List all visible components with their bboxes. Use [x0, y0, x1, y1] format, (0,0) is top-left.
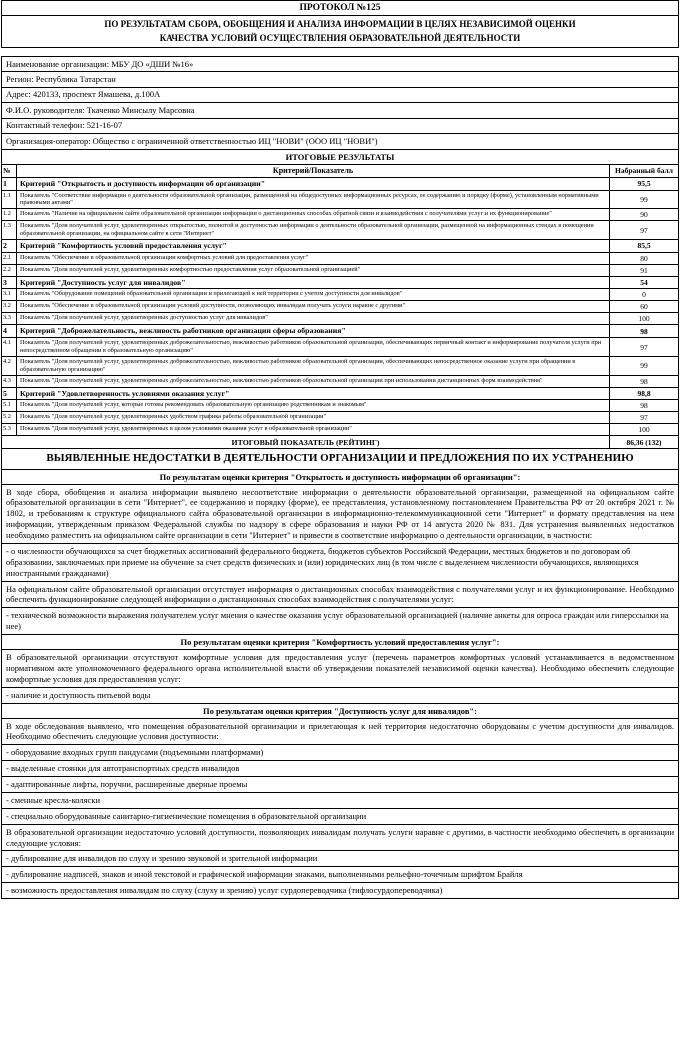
deficiency-block: - адаптированные лифты, поручни, расширенные дверные проемы	[1, 776, 679, 793]
result-row	[1, 276, 679, 290]
result-row	[1, 387, 679, 401]
result-row-number: 5.3	[2, 424, 17, 435]
result-row-score: 90	[640, 210, 648, 220]
deficiencies-title: ВЫЯВЛЕННЫЕ НЕДОСТАТКИ В ДЕЯТЕЛЬНОСТИ ОРГАНИЗАЦИИ И ПРЕДЛОЖЕНИЯ ПО ИХ УСТРАНЕНИЮ	[1, 448, 679, 469]
result-row-number: 1.2	[2, 209, 17, 220]
result-row-number: 5.1	[2, 400, 17, 411]
result-row-text: Критерий "Доброжелательность, вежливость работников организации сферы образования"	[17, 325, 610, 337]
result-row-text: Показатель "Оборудование помещений образовательной организации и прилегающей к ней территории с учетом доступности для инвалидов"	[17, 289, 610, 300]
result-row-number: 2	[2, 240, 17, 252]
deficiency-block: - дублирование надписей, знаков и иной текстовой и графической информации знаками, выполненными рельефно-точечным шрифтом Брайля	[1, 866, 679, 883]
result-row-text: Показатель "Доля получателей услуг, удовлетворенных комфортностью предоставления услуг образовательной организацией"	[17, 265, 610, 276]
result-row-number: 4.3	[2, 376, 17, 387]
deficiency-block: - сменные кресла-коляски	[1, 792, 679, 809]
result-row	[1, 423, 679, 436]
result-row-number: 3.3	[2, 313, 17, 324]
result-row	[1, 337, 679, 357]
result-row	[1, 220, 679, 240]
result-row-score: 100	[638, 425, 650, 435]
result-row-number: 4	[2, 325, 17, 337]
result-row	[1, 399, 679, 412]
result-row-score: 54	[640, 278, 648, 288]
deficiency-block: - наличие и доступность питьевой воды	[1, 687, 679, 704]
result-row-text: Показатель "Доля получателей услуг, удовлетворенных доброжелательностью, вежливостью работников образовательной организации, обеспечивающих первичный контакт и информирование получателя услуги при непосредственном обращении в образовательную организацию"	[17, 338, 610, 356]
result-row-number: 4.1	[2, 338, 17, 356]
deficiency-block: По результатам оценки критерия "Доступность услуг для инвалидов":	[1, 703, 679, 719]
result-row	[1, 177, 679, 191]
result-row-number: 5.2	[2, 412, 17, 423]
total-label: ИТОГОВЫЙ ПОКАЗАТЕЛЬ (РЕЙТИНГ)	[2, 436, 610, 448]
result-row-number: 3.1	[2, 289, 17, 300]
result-row-text: Показатель "Доля получателей услуг, удовлетворенных доброжелательностью, вежливостью работников образовательной организации при использовании дистанционных форм взаимодействия"	[17, 376, 610, 387]
protocol-subtitle	[1, 15, 679, 48]
result-row-score: 85,5	[637, 241, 651, 251]
result-row-text: Критерий "Доступность услуг для инвалидов"	[17, 277, 610, 289]
result-row-number: 4.2	[2, 357, 17, 375]
deficiency-block: В ходе обследования выявлено, что помещения образовательной организации и прилегающая к ней территория недостаточно оборудованы с учетом доступности для инвалидов. Необходимо обеспечить следующие условия доступности:	[1, 718, 679, 746]
result-row-number: 1.1	[2, 191, 17, 209]
deficiency-block: - специально оборудованные санитарно-гигиенические помещения в образовательной организации	[1, 808, 679, 825]
result-row-number: 1.3	[2, 221, 17, 239]
result-row-number: 1	[2, 178, 17, 190]
total-score: 86,36 (132)	[626, 437, 662, 447]
result-row-number: 5	[2, 388, 17, 400]
result-row-score: 100	[638, 314, 650, 324]
org-info-row: Контактный телефон: 521-16-07	[1, 118, 679, 134]
protocol-title: ПРОТОКОЛ №125	[1, 0, 679, 16]
result-row-text: Показатель "Обеспечение в образовательной организации условий доступности, позволяющих инвалидам получать услуги наравне с другими"	[17, 301, 610, 312]
result-row-number: 3	[2, 277, 17, 289]
result-row-text: Показатель "Доля получателей услуг, удовлетворенных доступностью услуг для инвалидов"	[17, 313, 610, 324]
result-row-score: 97	[640, 413, 648, 423]
deficiency-block: В образовательной организации отсутствуют комфортные условия для предоставления услуг (перечень параметров комфортных условий устанавливается в ведомственном нормативном акте уполномоченного федерального органа исполнительной власти об утверждении показателей независимой оценки качества). Необходимо обеспечить следующие комфортные условия для предоставления услуг:	[1, 649, 679, 688]
protocol-subtitle-line1: ПО РЕЗУЛЬТАТАМ СБОРА, ОБОБЩЕНИЯ И АНАЛИЗА ИНФОРМАЦИИ В ЦЕЛЯХ НЕЗАВИСИМОЙ ОЦЕНКИ	[104, 19, 576, 29]
result-row-score: 99	[640, 194, 648, 204]
result-row	[1, 288, 679, 301]
org-info-row: Адрес: 420133, проспект Ямашева, д.100А	[1, 87, 679, 103]
result-row-text: Критерий "Комфортность условий предоставления услуг"	[17, 240, 610, 252]
deficiency-block: - о численности обучающихся за счет бюджетных ассигнований федерального бюджета, бюджетов субъектов Российской Федерации, местных бюджетов и по договорам об образовании, заключаемых при приеме на обучение за счет средств физических и (или) юридических лиц (в том числе с выделением численности обучающихся, являющихся иностранными гражданами)	[1, 543, 679, 582]
column-header-number: №	[2, 165, 17, 177]
result-row-score: 98	[640, 326, 648, 336]
result-row-score: 98	[640, 401, 648, 411]
deficiency-block: - технической возможности выражения получателем услуг мнения о качестве оказания услуг образовательной организацией (наличие анкеты для опроса граждан или гиперссылки на нее)	[1, 607, 679, 635]
deficiency-block: - возможность предоставления инвалидам по слуху (слуху и зрению) услуг сурдопереводчика (тифлосурдопереводчика)	[1, 882, 679, 899]
result-row-score: 91	[640, 265, 648, 275]
result-row	[1, 324, 679, 338]
total-row	[1, 435, 679, 449]
deficiency-block: На официальном сайте образовательной организации отсутствует информация о дистанционных способах взаимодействия с получателями услуг и их функционирование. Необходимо обеспечить функционирование следующей информации о дистанционных способах взаимодействия с получателями услуг:	[1, 581, 679, 609]
result-row	[1, 411, 679, 424]
deficiency-block: По результатам оценки критерия "Комфортность условий предоставления услуг":	[1, 634, 679, 650]
result-row-score: 80	[640, 253, 648, 263]
result-row	[1, 208, 679, 221]
results-section-title: ИТОГОВЫЕ РЕЗУЛЬТАТЫ	[1, 149, 679, 165]
result-row-text: Показатель "Доля получателей услуг, удовлетворенных в целом условиями оказания услуг в образовательной организации"	[17, 424, 610, 435]
result-row	[1, 312, 679, 325]
result-row-text: Показатель "Наличие на официальном сайте образовательной организации информации о дистанционных способах обратной связи и взаимодействия с получателями услуг и их функционирование"	[17, 209, 610, 220]
protocol-document	[1, 0, 679, 899]
result-row-score: 97	[640, 342, 648, 352]
result-row-text: Показатель "Доля получателей услуг, удовлетворенных открытостью, полнотой и доступностью информации о деятельности образовательной организации, размещенной на информационных стендах в помещении образовательной организации, на официальном сайте в сети "Интернет"	[17, 221, 610, 239]
column-header-criterion: Критерий/Показатель	[17, 165, 610, 177]
org-info-row: Организация-оператор: Общество с ограниченной ответственностью ИЦ "НОВИ" (ООО ИЦ "НОВИ")	[1, 133, 679, 149]
result-row-score: 95,5	[637, 179, 651, 189]
result-row-score: 99	[640, 361, 648, 371]
result-row-score: 0	[642, 290, 646, 300]
result-row	[1, 264, 679, 277]
result-row	[1, 190, 679, 210]
result-row-score: 98	[640, 376, 648, 386]
result-row-text: Критерий "Открытость и доступность информации об организации"	[17, 178, 610, 190]
result-row	[1, 356, 679, 376]
deficiency-block: - дублирование для инвалидов по слуху и зрению звуковой и зрительной информации	[1, 850, 679, 867]
protocol-subtitle-line2: КАЧЕСТВА УСЛОВИЙ ОСУЩЕСТВЛЕНИЯ ОБРАЗОВАТЕЛЬНОЙ ДЕЯТЕЛЬНОСТИ	[159, 32, 521, 43]
deficiency-block: - оборудование входных групп пандусами (подъемными платформами)	[1, 744, 679, 761]
result-row-score: 60	[640, 302, 648, 312]
result-row-number: 2.2	[2, 265, 17, 276]
result-row-text: Показатель "Соответствие информации о деятельности образовательной организации, размещенной на общедоступных информационных ресурсах, ее содержанию и порядку (форме), установленным нормативными правовыми актами"	[17, 191, 610, 209]
result-row-score: 98,8	[637, 388, 651, 398]
org-info-row: Регион: Республика Татарстан	[1, 71, 679, 87]
result-row	[1, 252, 679, 265]
result-row-score: 97	[640, 225, 648, 235]
result-row-text: Показатель "Доля получателей услуг, удовлетворенных доброжелательностью, вежливостью работников образовательной организации, обеспечивающих непосредственное оказание услуги при обращении в образовательную организацию"	[17, 357, 610, 375]
deficiency-block: По результатам оценки критерия "Открытость и доступность информации об организации":	[1, 469, 679, 485]
result-row-text: Показатель "Доля получателей услуг, удовлетворенных удобством графика работы образовательной организации"	[17, 412, 610, 423]
deficiency-block: - выделенные стоянки для автотранспортных средств инвалидов	[1, 760, 679, 777]
results-header-row	[1, 164, 679, 178]
result-row-text: Показатель "Обеспечение в образовательной организации комфортных условий для предоставления услуг"	[17, 253, 610, 264]
result-row-number: 2.1	[2, 253, 17, 264]
result-row-text: Критерий "Удовлетворенность условиями оказания услуг"	[17, 388, 610, 400]
deficiency-block: В ходе сбора, обобщения и анализа информации выявлено несоответствие информации о деятельности образовательной организации, размещенной на официальном сайте образовательной организации в сети "Интернет", ее содержанию и порядку (форме), ее представления, установленному постановлением Правительства РФ от 20 октября 2021 г. № 1802, и требованиям к структуре официального сайта образовательной организации в информационно-телекоммуникационной сети "Интернет" и формату представления на нем информации, утвержденным приказом Федеральной службы по надзору в сфере образования и науки РФ от 14 августа 2020 № 831. Для устранения выявленных недостатков необходимо разместить на официальном сайте организации в сети "Интернет" и привести в соответствие информацию о деятельности организации, в частности:	[1, 484, 679, 544]
result-row	[1, 239, 679, 253]
result-row	[1, 375, 679, 388]
org-info-row: Ф.И.О. руководителя: Ткаченко Минсылу Марсовна	[1, 102, 679, 118]
deficiency-block: В образовательной организации недостаточно условий доступности, позволяющих инвалидам получать услуги наравне с другими, в частности необходимо обеспечить в организации следующие условия:	[1, 824, 679, 852]
result-row	[1, 300, 679, 313]
column-header-score: Набранный балл	[615, 165, 673, 175]
result-row-text: Показатель "Доля получателей услуг, которые готовы рекомендовать образовательную организацию родственникам и знакомым"	[17, 400, 610, 411]
org-info-row: Наименование организации: МБУ ДО «ДШИ №16»	[1, 56, 679, 72]
result-row-number: 3.2	[2, 301, 17, 312]
